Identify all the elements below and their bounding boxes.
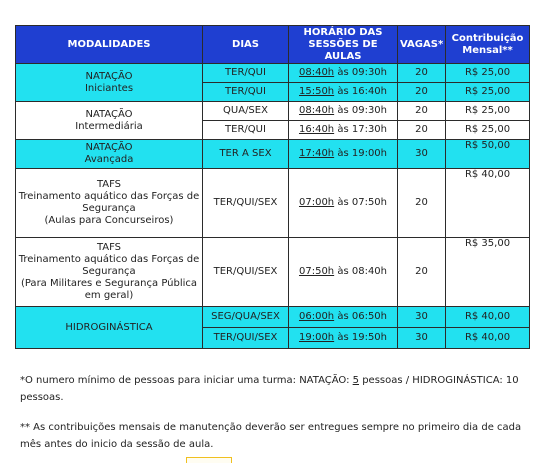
modality-name-cell [16,64,203,102]
modality-name-line: HIDROGINÁSTICA [65,321,153,333]
time-start: 15:50h [298,86,335,97]
modality-name-line: NATAÇÃO [85,142,133,153]
modality-name-cell [16,307,203,349]
note1-text-b: pessoas / HIDROGINÁSTICA: 10 pessoas. [20,375,519,403]
vacancies-cell: 30 [398,307,446,328]
modality-name-line: TAFS [96,242,122,253]
time-end: às 07:50h [337,197,388,208]
note1-number: 5 [352,375,360,386]
time-start: 07:50h [298,266,335,277]
days-cell: TER/QUI [203,121,289,140]
days-cell: SEG/QUA/SEX [203,307,289,328]
days-cell: TER/QUI/SEX [203,169,289,238]
table-row [16,102,530,121]
schedule-table [15,25,530,349]
monthly-fee-cell: R$ 25,00 [446,83,530,102]
schedule-time-cell [289,238,398,307]
time-start: 06:00h [298,311,335,322]
time-end: às 06:50h [337,311,388,322]
time-start: 17:40h [298,148,335,159]
schedule-time-cell [289,307,398,328]
modality-name-line: NATAÇÃO [85,70,133,82]
notes [20,372,525,466]
note1-text-a: *O numero mínimo de pessoas para iniciar uma turma: NATAÇÃO: [20,375,353,386]
modality-name-line: Avançada [84,154,134,165]
table-row [16,238,530,307]
schedule-time-cell [289,328,398,349]
modality-name-line: TAFS [96,179,122,190]
modality-name-cell [16,169,203,238]
table-header-row [16,26,530,64]
monthly-fee-cell: R$ 40,00 [446,307,530,328]
modality-name-line: em geral) [84,290,134,301]
header-contribuicao: Contribuição Mensal** [446,26,530,64]
days-cell: TER/QUI/SEX [203,328,289,349]
vacancies-cell: 20 [398,169,446,238]
monthly-fee-cell: R$ 40,00 [446,169,530,238]
time-end: às 17:30h [337,124,388,135]
table-row [16,64,530,83]
table-row [16,169,530,238]
time-end: às 16:40h [337,86,388,97]
days-cell: TER/QUI [203,64,289,83]
days-cell: QUA/SEX [203,102,289,121]
time-start: 08:40h [298,67,335,78]
header-dias: DIAS [203,26,289,64]
schedule-time-cell [289,102,398,121]
time-start: 07:00h [298,197,335,208]
time-end: às 19:50h [337,332,388,343]
note-minimum-people [20,372,525,406]
monthly-fee-cell: R$ 25,00 [446,64,530,83]
note-payment: ** As contribuições mensais de manutenção deverão ser entregues sempre no primeiro dia de cada mês antes do inicio da sessão de aula. [20,422,522,450]
modality-name-line: NATAÇÃO [85,108,133,120]
modality-name-cell [16,140,203,169]
header-horario: HORÁRIO DAS SESSÕES DE AULAS [289,26,398,64]
header-vagas: VAGAS* [398,26,446,64]
schedule-time-cell [289,121,398,140]
modality-name-line: Intermediária [75,120,143,132]
time-end: às 09:30h [337,105,388,116]
monthly-fee-cell: R$ 25,00 [446,102,530,121]
table-row [16,307,530,328]
days-cell: TER/QUI/SEX [203,238,289,307]
monthly-fee-cell: R$ 50,00 [446,140,530,169]
monthly-fee-cell: R$ 25,00 [446,121,530,140]
header-modalidades: MODALIDADES [16,26,203,64]
days-cell: TER A SEX [203,140,289,169]
monthly-fee-cell: R$ 35,00 [446,238,530,307]
highlighted-box-fragment [186,457,232,463]
vacancies-cell: 20 [398,238,446,307]
table-row [16,140,530,169]
schedule-body [16,64,530,349]
vacancies-cell: 20 [398,121,446,140]
modality-name-line: (Para Militares e Segurança Pública [20,278,198,289]
time-start: 16:40h [298,124,335,135]
schedule-time-cell [289,140,398,169]
vacancies-cell: 20 [398,102,446,121]
time-start: 08:40h [298,105,335,116]
modality-name-line: Iniciantes [84,82,134,94]
schedule-time-cell [289,64,398,83]
monthly-fee-cell: R$ 40,00 [446,328,530,349]
time-start: 19:00h [298,332,335,343]
days-cell: TER/QUI [203,83,289,102]
modality-name-line: Treinamento aquático das Forças de [18,254,200,265]
modality-name-cell [16,238,203,307]
time-end: às 08:40h [337,266,388,277]
modality-name-line: Segurança [82,203,136,214]
schedule-time-cell [289,83,398,102]
time-end: às 09:30h [337,67,388,78]
time-end: às 19:00h [337,148,388,159]
vacancies-cell: 20 [398,64,446,83]
schedule-time-cell [289,169,398,238]
vacancies-cell: 30 [398,328,446,349]
modality-name-line: Segurança [82,266,136,277]
vacancies-cell: 30 [398,140,446,169]
vacancies-cell: 20 [398,83,446,102]
modality-name-line: Treinamento aquático das Forças de [18,191,200,202]
modality-name-cell [16,102,203,140]
modality-name-line: (Aulas para Concurseiros) [44,215,174,226]
